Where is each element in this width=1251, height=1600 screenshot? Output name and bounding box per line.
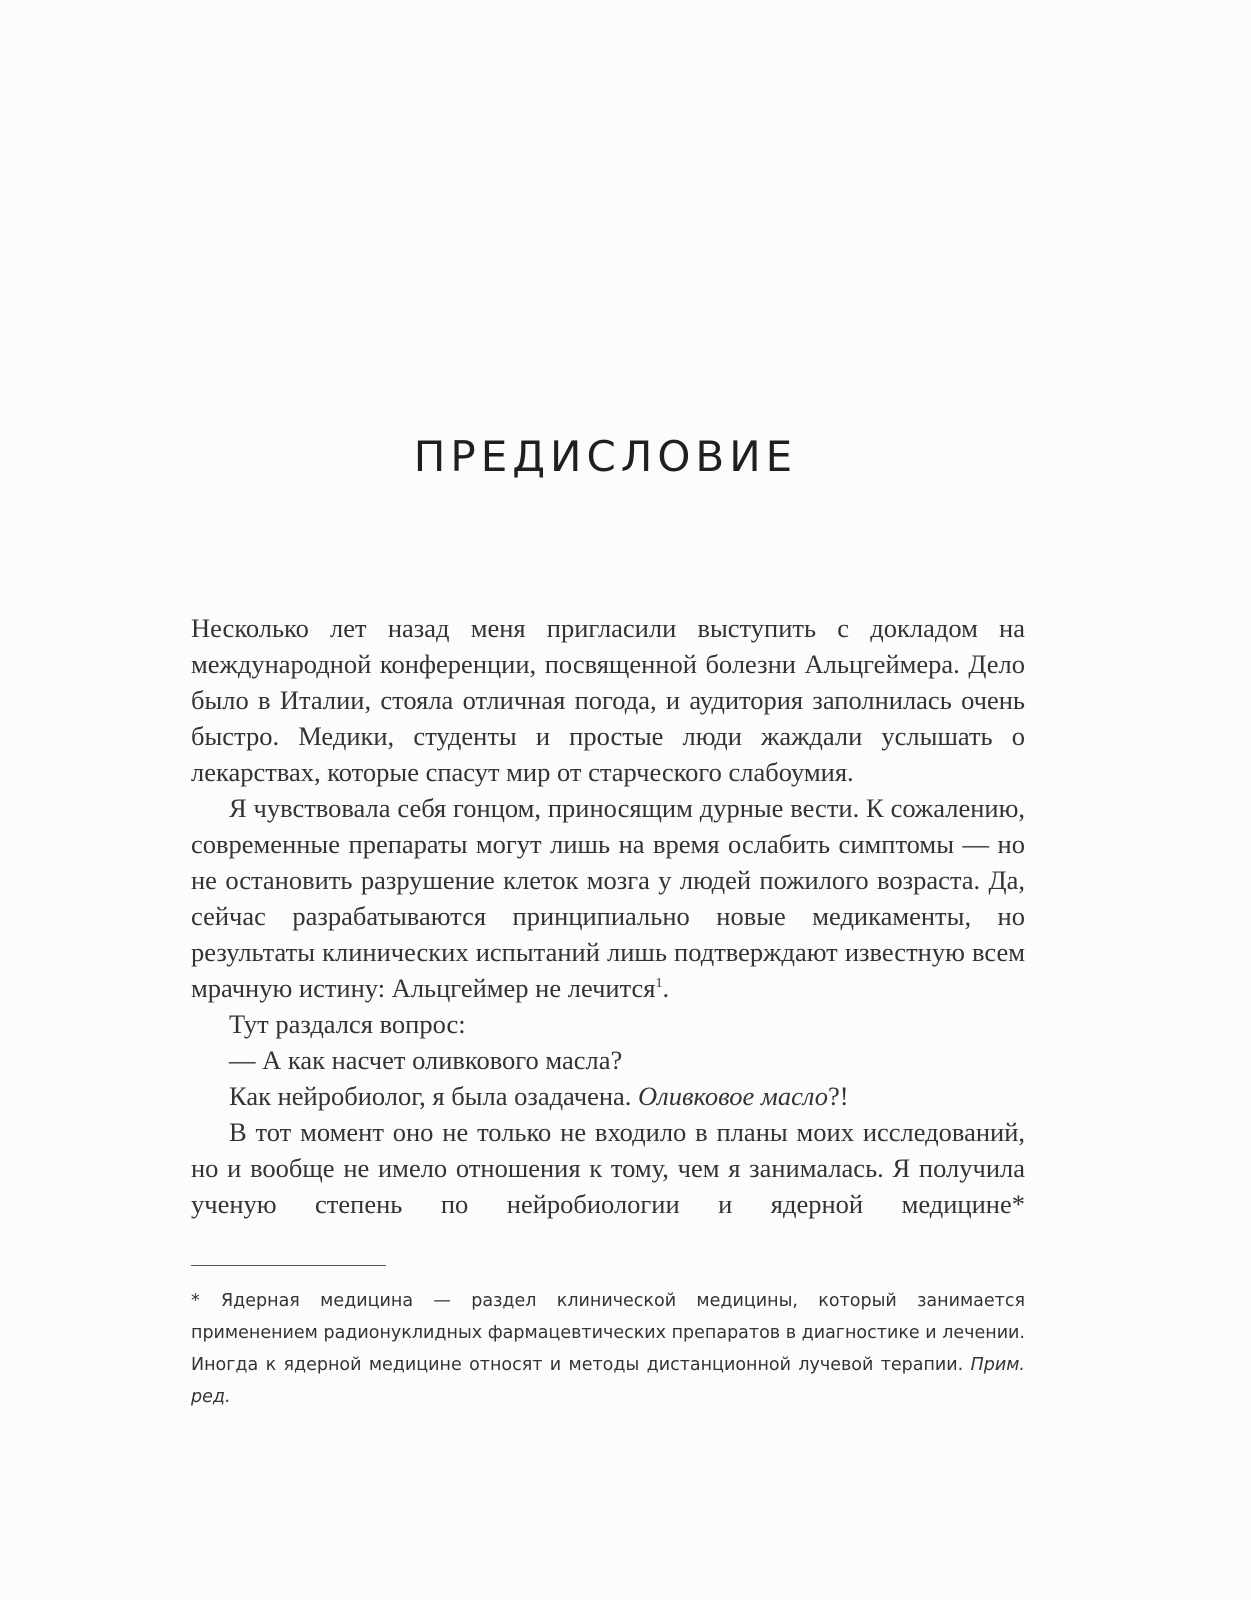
- footnote-text: Ядерная медицина — раздел клинической медицины, который занимается применением радионуклидных фармацевтических препаратов в диагностике и лечении. Иногда к ядерной медицине относят и методы дистанционной лучевой терапии.: [191, 1291, 1025, 1375]
- paragraph-end-punctuation: ?!: [827, 1081, 849, 1111]
- body-text: [191, 610, 1025, 1222]
- footnote-reference[interactable]: *: [1011, 1189, 1025, 1219]
- paragraph: [191, 1078, 1025, 1114]
- paragraph: [191, 1006, 1025, 1042]
- chapter-title: ПРЕДИСЛОВИЕ: [413, 432, 798, 481]
- paragraph-text: Несколько лет назад меня пригласили выступить с докладом на международной конференции, посвященной болезни Альцгеймера. Дело было в Италии, стояла отличная погода, и аудитория заполнилась очень быстро. Медики, студенты и простые люди жаждали услышать о лекарствах, которые спасут мир от старческого слабоумия.: [191, 613, 1025, 787]
- paragraph-text: Как нейробиолог, я была озадачена.: [229, 1081, 639, 1111]
- footnote-source: Прим. ред.: [191, 1355, 1025, 1407]
- paragraph-end-punctuation: .: [662, 973, 670, 1003]
- paragraph: [191, 1114, 1025, 1222]
- endnote-reference[interactable]: 1: [655, 976, 663, 992]
- paragraph: [191, 790, 1025, 1006]
- footnote: [191, 1285, 1025, 1413]
- emphasized-phrase: Оливковое масло: [638, 1081, 828, 1111]
- paragraph-text: В тот момент оно не только не входило в планы моих исследований, но и вообще не имело отношения к тому, чем я занималась. Я получила ученую степень по нейробиологии и ядерной медицине: [191, 1117, 1025, 1219]
- paragraph-text: — А как насчет оливкового масла?: [229, 1045, 623, 1075]
- footnote-mark: *: [191, 1291, 200, 1311]
- footnote-divider: [191, 1265, 386, 1266]
- paragraph-text: Я чувствовала себя гонцом, приносящим дурные вести. К сожалению, современные препараты могут лишь на время ослабить симптомы — но не остановить разрушение клеток мозга у людей пожилого возраста. Да, сейчас разрабатываются принципиально новые медикаменты, но результаты клинических испытаний лишь подтверждают известную всем мрачную истину: Альцгеймер не лечится: [191, 793, 1025, 1003]
- paragraph-text: Тут раздался вопрос:: [229, 1009, 466, 1039]
- dialogue-line: [191, 1042, 1025, 1078]
- paragraph: [191, 610, 1025, 790]
